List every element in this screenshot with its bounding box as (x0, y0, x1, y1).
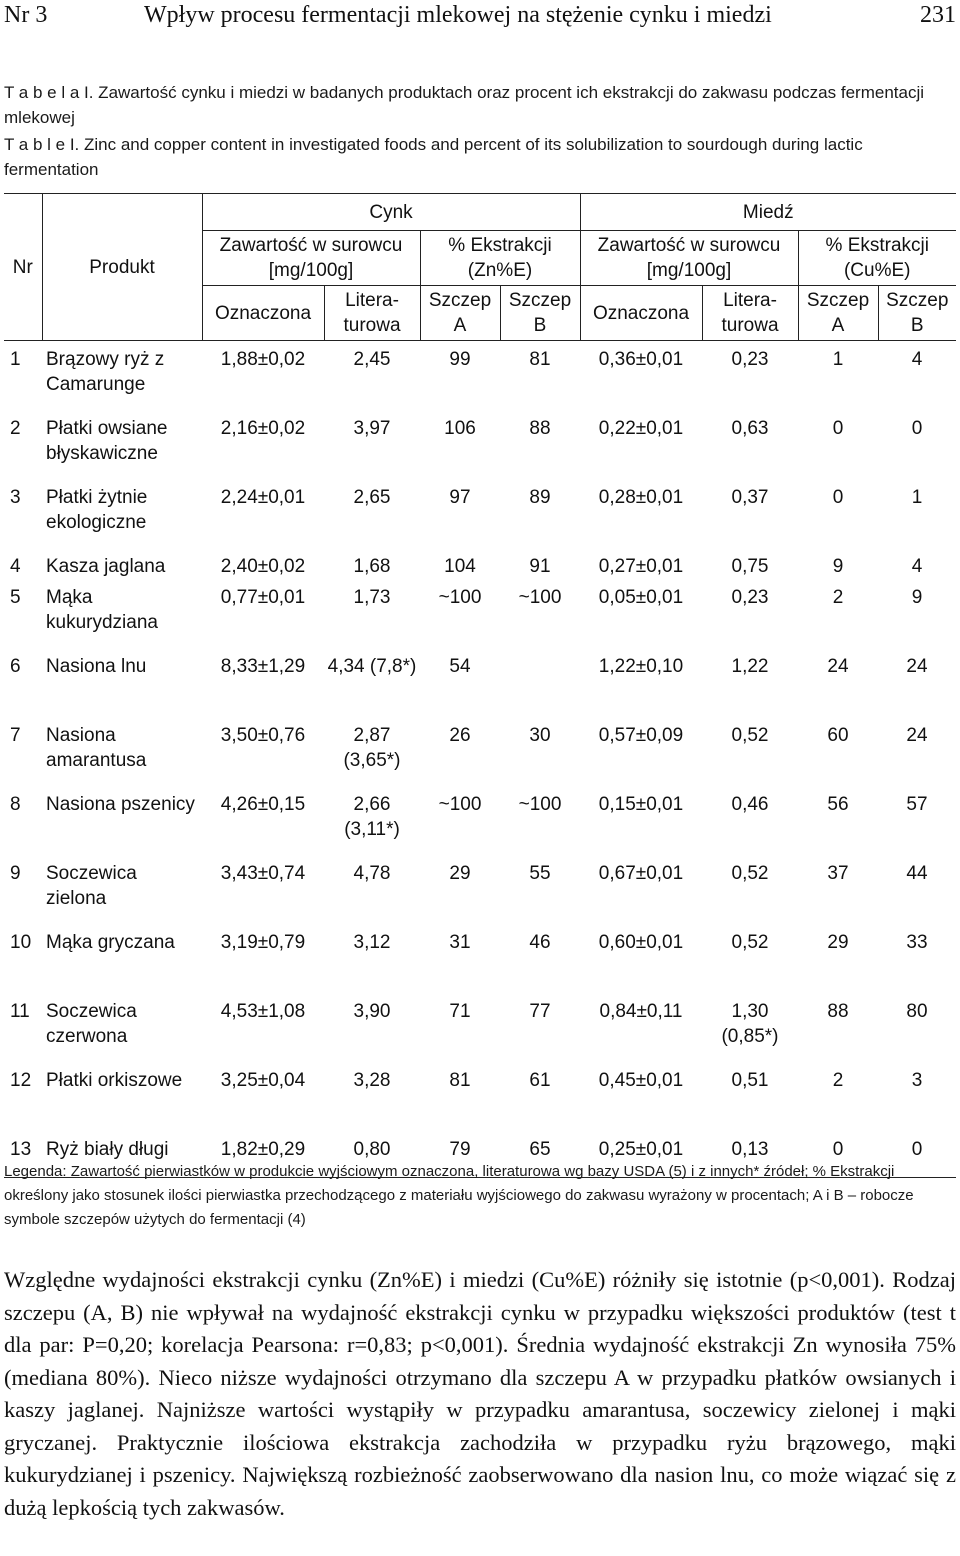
header-ekstrakcja-zn: % Ekstrakcji (Zn%E) (420, 231, 580, 286)
table-cell: 80 (906, 1001, 928, 1022)
header-literaturowa-zn: Litera- turowa (324, 286, 420, 341)
header-produkt: Produkt (42, 194, 202, 341)
header-zawartosc-cu: Zawartość w surowcu [mg/100g] (580, 231, 798, 286)
table-caption-polish: T a b e l a I. Zawartość cynku i miedzi w badanych produktach oraz procent ich ekstrakcji do zakwasu podczas fermentacji mlekowej (4, 83, 925, 127)
running-title: Wpływ procesu fermentacji mlekowej na stężenie cynku i miedzi (144, 2, 772, 28)
table-cell: 0,84±0,11 (599, 1001, 683, 1022)
table-cell: 2 (832, 1070, 844, 1091)
table-cell: 9 (911, 587, 923, 608)
table-cell: 88 (827, 1001, 849, 1022)
table-cell: 0,52 (731, 725, 769, 746)
table-row (4, 786, 956, 855)
header-szczep-b-zn: Szczep B (500, 286, 580, 341)
table-cell: 0,15±0,01 (598, 794, 684, 815)
product-name: Płatki owsiane błyskawiczne (46, 418, 168, 464)
table-cell: 88 (529, 418, 551, 439)
table-cell: 2,45 (353, 349, 391, 370)
header-cynk: Cynk (202, 194, 580, 231)
table-cell: 33 (906, 932, 928, 953)
table-cell: ~100 (518, 794, 562, 815)
table-cell: 4 (911, 556, 923, 577)
table-cell: 37 (827, 863, 849, 884)
table-cell: 3 (911, 1070, 923, 1091)
table-cell: ~100 (438, 794, 482, 815)
table-cell: 1,82±0,29 (202, 1131, 324, 1178)
table-cell: 8,33±1,29 (220, 656, 306, 677)
table-cell: 2,24±0,01 (220, 487, 306, 508)
product-name: Mąka gryczana (46, 932, 175, 953)
row-number: 10 (10, 932, 32, 953)
table-cell: 0,75 (731, 556, 769, 577)
table-cell: ~100 (518, 587, 562, 608)
table-cell: 0,36±0,01 (598, 349, 684, 370)
table-row (4, 579, 956, 648)
table-cell: 9 (832, 556, 844, 577)
data-table (4, 193, 956, 1178)
table-cell: 0,23 (731, 349, 769, 370)
table-cell: 55 (529, 863, 551, 884)
table-cell: 4,53±1,08 (220, 1001, 306, 1022)
table-cell: 0,52 (731, 863, 769, 884)
table-cell: 0,46 (731, 794, 769, 815)
table-cell: 81 (449, 1070, 471, 1091)
row-number: 12 (10, 1070, 32, 1091)
table-row (4, 548, 956, 579)
table-cell: 0 (878, 1131, 956, 1178)
table-cell: 3,25±0,04 (220, 1070, 306, 1091)
row-number: 5 (10, 587, 21, 608)
product-name: Nasiona amarantusa (46, 725, 147, 771)
table-cell: 1,30 (0,85*) (721, 1001, 779, 1047)
table-cell: 3,43±0,74 (220, 863, 306, 884)
table-cell: 0 (798, 1131, 878, 1178)
table-cell: 24 (906, 656, 928, 677)
table-cell: 0,27±0,01 (598, 556, 684, 577)
table-cell: 99 (449, 349, 471, 370)
table-cell: 46 (529, 932, 551, 953)
table-cell: 57 (906, 794, 928, 815)
table-cell: 26 (449, 725, 471, 746)
table-cell: 0,80 (324, 1131, 420, 1178)
table-cell: 0 (832, 487, 844, 508)
header-szczep-a-cu: Szczep A (798, 286, 878, 341)
header-oznaczona-zn: Oznaczona (202, 286, 324, 341)
table-cell: 31 (449, 932, 471, 953)
table-cell: 2,66 (3,11*) (344, 794, 400, 840)
table-row (4, 717, 956, 786)
table-row (4, 479, 956, 548)
table-cell: 3,50±0,76 (220, 725, 306, 746)
product-name: Płatki orkiszowe (46, 1070, 183, 1091)
table-cell: 3,19±0,79 (220, 932, 306, 953)
table-cell: ~100 (438, 587, 482, 608)
table-cell: 2,87 (3,65*) (343, 725, 401, 771)
table-cell: 0,23 (731, 587, 769, 608)
table-cell: 4,26±0,15 (220, 794, 306, 815)
table-row (4, 924, 956, 993)
table-cell: 44 (906, 863, 928, 884)
table-cell: 3,28 (353, 1070, 391, 1091)
row-number: 4 (10, 556, 21, 577)
table-cell: 106 (444, 418, 476, 439)
row-number: 1 (10, 349, 21, 370)
table-row (4, 341, 956, 411)
product-name: Soczewica zielona (46, 863, 137, 909)
product-name: Soczewica czerwona (46, 1001, 137, 1047)
table-cell: 104 (444, 556, 476, 577)
table-cell: 77 (529, 1001, 551, 1022)
table-cell: 29 (449, 863, 471, 884)
page-number: 231 (920, 2, 956, 28)
header-zawartosc-zn: Zawartość w surowcu [mg/100g] (202, 231, 420, 286)
table-cell: 4 (911, 349, 923, 370)
row-number: 3 (10, 487, 21, 508)
table-caption-english: T a b l e I. Zinc and copper content in investigated foods and percent of its solubilization to sourdough during lactic fermentation (4, 135, 863, 179)
product-name: Ryż biały długi (42, 1131, 202, 1178)
table-body (4, 341, 956, 1178)
product-name: Kasza jaglana (46, 556, 166, 577)
product-name: Nasiona lnu (46, 656, 147, 677)
table-cell: 0 (832, 418, 844, 439)
table-cell: 0,13 (702, 1131, 798, 1178)
table-cell: 0,05±0,01 (598, 587, 684, 608)
row-number: 8 (10, 794, 21, 815)
table-cell: 3,97 (353, 418, 391, 439)
table-cell (500, 648, 580, 717)
table-cell: 60 (827, 725, 849, 746)
product-name: Mąka kukurydziana (46, 587, 158, 633)
table-cell: 24 (906, 725, 928, 746)
table-cell: 1,22 (731, 656, 769, 677)
row-number: 13 (4, 1131, 42, 1178)
table-cell: 1 (832, 349, 844, 370)
table-cell: 81 (529, 349, 551, 370)
header-szczep-a-zn: Szczep A (420, 286, 500, 341)
running-header (4, 0, 956, 30)
table-cell: 0 (911, 418, 923, 439)
table-row (4, 1062, 956, 1131)
table-row (4, 648, 956, 717)
table-cell: 3,12 (353, 932, 391, 953)
table-cell: 0,57±0,09 (598, 725, 684, 746)
header-nr: Nr (4, 194, 42, 341)
table-cell: 3,90 (353, 1001, 391, 1022)
table-cell: 89 (529, 487, 551, 508)
table-cell: 56 (827, 794, 849, 815)
table-cell: 0,63 (731, 418, 769, 439)
product-name: Brązowy ryż z Camarunge (46, 349, 165, 395)
table-cell: 79 (420, 1131, 500, 1178)
product-name: Płatki żytnie ekologiczne (46, 487, 148, 533)
header-literaturowa-cu: Litera- turowa (702, 286, 798, 341)
table-cell: 1,73 (353, 587, 391, 608)
table-legend: Legenda: Zawartość pierwiastków w produkcie wyjściowym oznaczona, literaturowa wg bazy USDA (5) i z innych* źródeł; % Ekstrakcji określony jako stosunek ilości pierwiastka przechodzącego z materiału wyjściowego do zakwasu wyrażony w procentach; A i B – robocze symbole szczepów użytych do fermentacji (4) (4, 1163, 914, 1228)
table-cell: 2,40±0,02 (220, 556, 306, 577)
table-cell: 0,51 (731, 1070, 769, 1091)
table-cell: 29 (827, 932, 849, 953)
table-cell: 0,77±0,01 (220, 587, 306, 608)
row-number: 11 (10, 1001, 30, 1022)
table-cell: 0,60±0,01 (598, 932, 684, 953)
table-cell: 61 (529, 1070, 551, 1091)
table-cell: 24 (827, 656, 849, 677)
table-cell: 1,22±0,10 (598, 656, 684, 677)
header-oznaczona-cu: Oznaczona (580, 286, 702, 341)
header-miedz: Miedź (580, 194, 956, 231)
header-ekstrakcja-cu: % Ekstrakcji (Cu%E) (798, 231, 956, 286)
header-szczep-b-cu: Szczep B (878, 286, 956, 341)
table-cell: 2,65 (353, 487, 391, 508)
table-cell: 71 (449, 1001, 471, 1022)
table-cell: 0,37 (731, 487, 769, 508)
table-cell: 91 (529, 556, 551, 577)
table-cell: 4,78 (353, 863, 391, 884)
table-cell: 2,16±0,02 (220, 418, 306, 439)
table-cell: 54 (449, 656, 471, 677)
table-cell: 2 (832, 587, 844, 608)
row-number: 2 (10, 418, 21, 439)
table-cell: 97 (449, 487, 471, 508)
table-cell: 0,67±0,01 (598, 863, 684, 884)
product-name: Nasiona pszenicy (46, 794, 195, 815)
table-cell: 0,52 (731, 932, 769, 953)
table-cell: 0,28±0,01 (598, 487, 684, 508)
table-cell: 1,68 (353, 556, 391, 577)
table-cell: 1,88±0,02 (220, 349, 306, 370)
row-number: 9 (10, 863, 21, 884)
table-cell: 4,34 (7,8*) (327, 656, 417, 677)
table-cell: 30 (529, 725, 551, 746)
table-row (4, 410, 956, 479)
table-cell: 0,22±0,01 (598, 418, 684, 439)
table-row (4, 993, 956, 1062)
table-row (4, 855, 956, 924)
table-cell: 0,45±0,01 (598, 1070, 684, 1091)
table-cell: 0,25±0,01 (580, 1131, 702, 1178)
issue-number: Nr 3 (4, 2, 48, 28)
row-number: 6 (10, 656, 21, 677)
table-cell: 1 (911, 487, 923, 508)
body-paragraph: Względne wydajności ekstrakcji cynku (Zn%E) i miedzi (Cu%E) różniły się istotnie (p<0,001). Rodzaj szczepu (A, B) nie wpływał na wydajność ekstrakcji cynku w przypadku większości produktów (test t dla par: P=0,20; korelacja Pearsona: r=0,83; p<0,001). Średnia wydajność ekstrakcji Zn wynosiła 75% (mediana 80%). Nieco niższe wydajności otrzymano dla szczepu A w przypadku płatków owsianych i kaszy jaglanej. Najniższe wartości wystąpiły w przypadku amarantusa, soczewicy zielonej i mąki gryczanej. Praktycznie ilościowa ekstrakcja zachodziła w przypadku ryżu brązowego, mąki kukurydzianej i pszenicy. Największą rozbieżność zaobserwowano dla nasion lnu, co może wiązać się z dużą lepkością tych zakwasów. (4, 1267, 956, 1520)
row-number: 7 (10, 725, 21, 746)
table-cell: 65 (500, 1131, 580, 1178)
